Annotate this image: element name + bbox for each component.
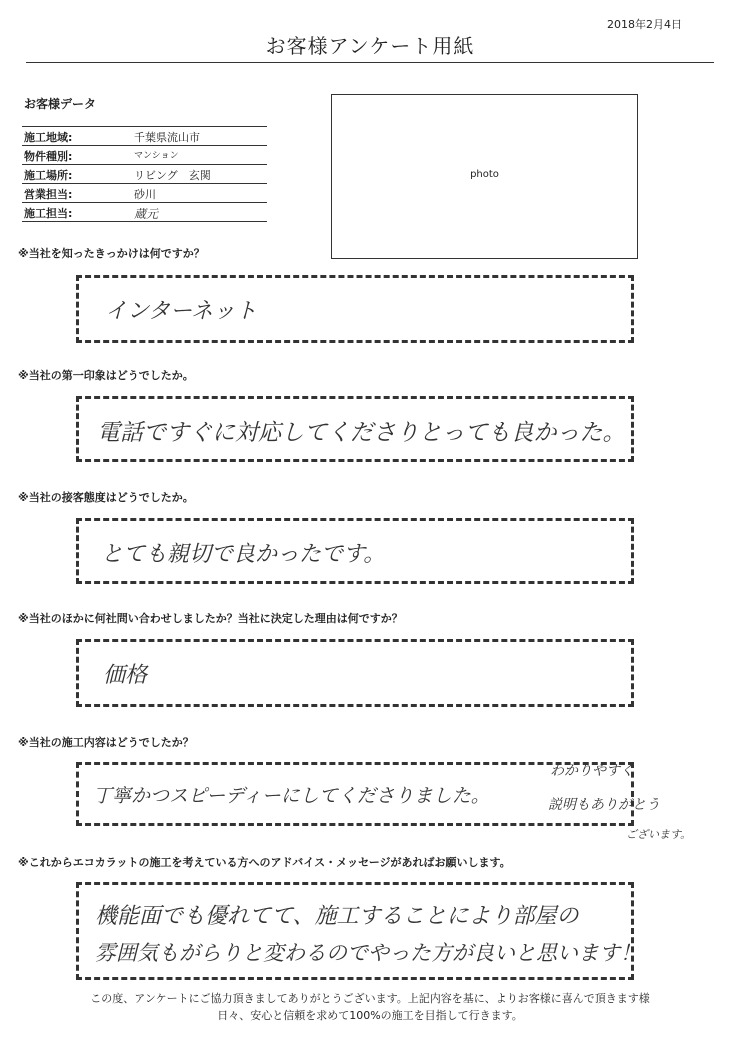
answer-4: 価格 bbox=[103, 663, 148, 688]
customer-row-installer bbox=[22, 203, 267, 222]
survey-date: 2018年2月4日 bbox=[607, 18, 682, 31]
question-2: ※当社の第一印象はどうでしたか。 bbox=[18, 369, 194, 382]
photo-placeholder bbox=[331, 94, 638, 259]
row-value: 蔵元 bbox=[134, 207, 159, 221]
row-label: 施工地域: bbox=[24, 131, 73, 144]
row-value: 砂川 bbox=[134, 188, 156, 201]
question-1: ※当社を知ったきっかけは何ですか？ bbox=[18, 247, 205, 260]
question-6: ※これからエコカラットの施工を考えている方へのアドバイス・メッセージがあればお願いします。 bbox=[18, 856, 511, 869]
row-label: 施工担当: bbox=[24, 207, 73, 220]
answer-box-6 bbox=[76, 882, 641, 980]
answer-1: インターネット bbox=[105, 299, 258, 324]
photo-label: photo bbox=[470, 169, 499, 180]
row-value: リビング 玄関 bbox=[134, 169, 211, 182]
footer-line-2: 日々、安心と信頼を求めて100%の施工を目指して行きます。 bbox=[217, 1009, 523, 1022]
answer-box-2 bbox=[76, 396, 634, 462]
row-value: 千葉県流山市 bbox=[134, 131, 200, 144]
row-label: 施工場所: bbox=[24, 169, 73, 182]
answer-box-1 bbox=[76, 275, 634, 343]
footer-line-1: この度、アンケートにご協力頂きましてありがとうございます。上記内容を基に、よりお客様に喜んで頂きます様 bbox=[90, 992, 650, 1005]
answer-6-line-1: 機能面でも優れてて、施工することにより部屋の bbox=[95, 904, 579, 929]
question-4: ※当社のほかに何社問い合わせしましたか？当社に決定した理由は何ですか？ bbox=[18, 612, 403, 625]
answer-5: 丁寧かつスピーディーにしてくださりました。 bbox=[93, 785, 490, 807]
title-underline bbox=[26, 62, 714, 63]
customer-row-area bbox=[22, 127, 267, 146]
customer-row-location bbox=[22, 165, 267, 184]
customer-row-sales-rep bbox=[22, 184, 267, 203]
answer-box-4 bbox=[76, 639, 634, 707]
answer-5-extra-2: 説明もありがとう bbox=[548, 797, 660, 813]
page-title: お客様アンケート用紙 bbox=[265, 34, 475, 58]
row-label: 物件種別: bbox=[24, 150, 73, 163]
question-5: ※当社の施工内容はどうでしたか？ bbox=[18, 736, 194, 749]
answer-5-extra-1: わかりやすく bbox=[550, 763, 634, 779]
row-label: 営業担当: bbox=[24, 188, 73, 201]
question-3: ※当社の接客態度はどうでしたか。 bbox=[18, 491, 194, 504]
answer-5-extra-3: ございます。 bbox=[626, 828, 692, 841]
customer-data-table bbox=[22, 126, 267, 222]
row-value: マンション bbox=[134, 151, 179, 161]
customer-data-heading: お客様データ bbox=[24, 97, 97, 111]
answer-box-3 bbox=[76, 518, 634, 584]
answer-6-line-2: 雰囲気もがらりと変わるのでやった方が良いと思います！ bbox=[95, 941, 641, 965]
answer-3: とても親切で良かったです。 bbox=[101, 542, 386, 567]
customer-row-property-type bbox=[22, 146, 267, 165]
footer-text bbox=[0, 990, 740, 1024]
answer-2: 電話ですぐに対応してくださりとっても良かった。 bbox=[97, 420, 626, 446]
